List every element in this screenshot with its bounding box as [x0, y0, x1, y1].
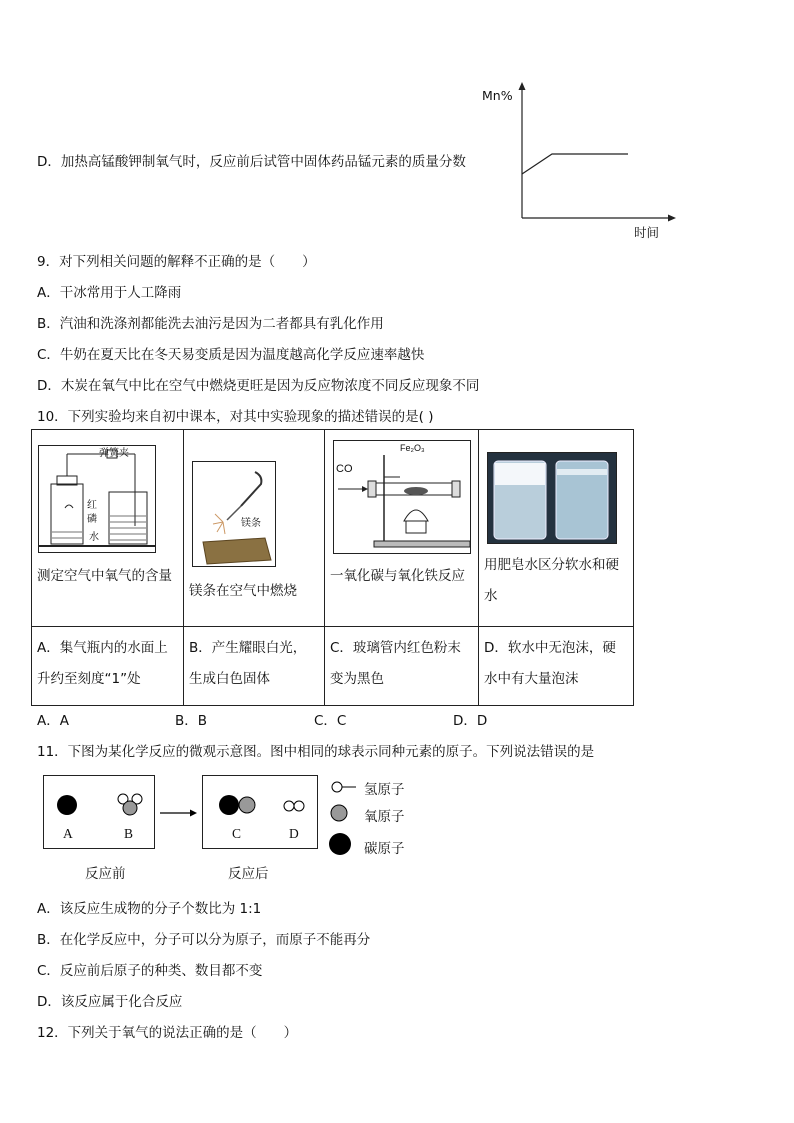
oxygen-apparatus-image: [38, 445, 156, 553]
q10-choice-b: B．B: [175, 713, 208, 729]
experiment-cell-co-reduction: [325, 430, 479, 627]
experiment-cell-oxygen: [32, 430, 184, 627]
legend-carbon-icon: [329, 833, 351, 855]
graph-x-label: 时间: [634, 225, 660, 240]
atom-legend-icons: [326, 774, 362, 860]
cell-caption-soap-water: 用肥皂水区分软水和硬水: [484, 557, 619, 604]
reaction-arrow: [160, 808, 198, 818]
label-c: C: [232, 826, 242, 841]
answer-cell-b: B．产生耀眼白光，生成白色固体: [184, 627, 325, 706]
q11-option-d: D．该反应属于化合反应: [37, 994, 183, 1010]
label-d: D: [289, 826, 299, 841]
experiment-cell-soap-water: [479, 430, 634, 627]
q11-option-a: A．该反应生成物的分子个数比为 1:1: [37, 901, 262, 917]
q10-choice-c: C．C: [314, 713, 347, 729]
q9-option-d: D．木炭在氧气中比在空气中燃烧更旺是因为反应物浓度不同反应现象不同: [37, 378, 480, 394]
graph-y-label: Mn%: [482, 88, 513, 103]
atom-carbon: [219, 795, 239, 815]
before-reaction-box: [43, 775, 155, 849]
q11-stem: 11．下图为某化学反应的微观示意图。图中相同的球表示同种元素的原子。下列说法错误的是: [37, 744, 595, 760]
cell-caption-oxygen: 测定空气中氧气的含量: [37, 568, 172, 584]
cell-caption-magnesium: 镁条在空气中燃烧: [189, 583, 297, 599]
label-red: 红: [87, 500, 97, 511]
q9-option-c: C．牛奶在夏天比在冬天易变质是因为温度越高化学反应速率越快: [37, 347, 425, 363]
q12-stem: 12．下列关于氧气的说法正确的是（ ）: [37, 1025, 298, 1041]
label-co: CO: [336, 463, 353, 475]
graph-x-arrow: [668, 215, 676, 222]
answer-cell-d: D．软水中无泡沫，硬水中有大量泡沫: [479, 627, 634, 706]
before-caption: 反应前: [85, 866, 126, 882]
q8-option-d: D．加热高锰酸钾制氧气时，反应前后试管中固体药品锰元素的质量分数: [37, 154, 466, 170]
atom-carbon: [57, 795, 77, 815]
label-fe2o3: Fe₂O₃: [400, 443, 425, 453]
atom-oxygen: [123, 801, 137, 815]
legend-oxygen: 氧原子: [364, 809, 405, 825]
legend-carbon: 碳原子: [364, 841, 405, 857]
experiment-cell-magnesium: [184, 430, 325, 627]
q9-stem: 9．对下列相关问题的解释不正确的是（ ）: [37, 254, 316, 270]
q9-option-a: A．干冰常用于人工降雨: [37, 285, 182, 301]
label-a: A: [63, 826, 73, 841]
answer-cell-a: A．集气瓶内的水面上升约至刻度“1”处: [32, 627, 184, 706]
graph-y-arrow: [519, 82, 526, 90]
atom-oxygen: [239, 797, 255, 813]
label-magnesium: 镁条: [241, 518, 261, 529]
after-caption: 反应后: [228, 866, 269, 882]
q11-option-c: C．反应前后原子的种类、数目都不变: [37, 963, 263, 979]
legend-oxygen-icon: [331, 805, 347, 821]
answer-cell-c: C．玻璃管内红色粉末变为黑色: [325, 627, 479, 706]
q10-stem: 10．下列实验均来自初中课本，对其中实验现象的描述错误的是( ): [37, 409, 434, 425]
legend-hydrogen: 氢原子: [364, 782, 405, 798]
label-phosphorus: 磷: [87, 514, 97, 525]
atom-hydrogen: [294, 801, 304, 811]
magnesium-image: [192, 461, 276, 567]
cell-caption-co-reduction: 一氧化碳与氧化铁反应: [330, 568, 465, 584]
graph-curve: [522, 154, 628, 174]
label-clip: 弹簧夹: [99, 448, 129, 459]
legend-hydrogen-icon: [332, 782, 342, 792]
label-b: B: [124, 826, 134, 841]
soap-water-image: [487, 452, 617, 544]
after-reaction-box: [202, 775, 318, 849]
co-reduction-image: [333, 440, 471, 554]
atom-hydrogen: [284, 801, 294, 811]
experiment-table: [31, 429, 634, 706]
q10-choice-d: D．D: [453, 713, 488, 729]
mn-percent-graph: [510, 80, 685, 230]
q11-option-b: B．在化学反应中，分子可以分为原子，而原子不能再分: [37, 932, 371, 948]
q9-option-b: B．汽油和洗涤剂都能洗去油污是因为二者都具有乳化作用: [37, 316, 384, 332]
label-water: 水: [89, 532, 99, 543]
q10-choice-a: A．A: [37, 713, 69, 729]
